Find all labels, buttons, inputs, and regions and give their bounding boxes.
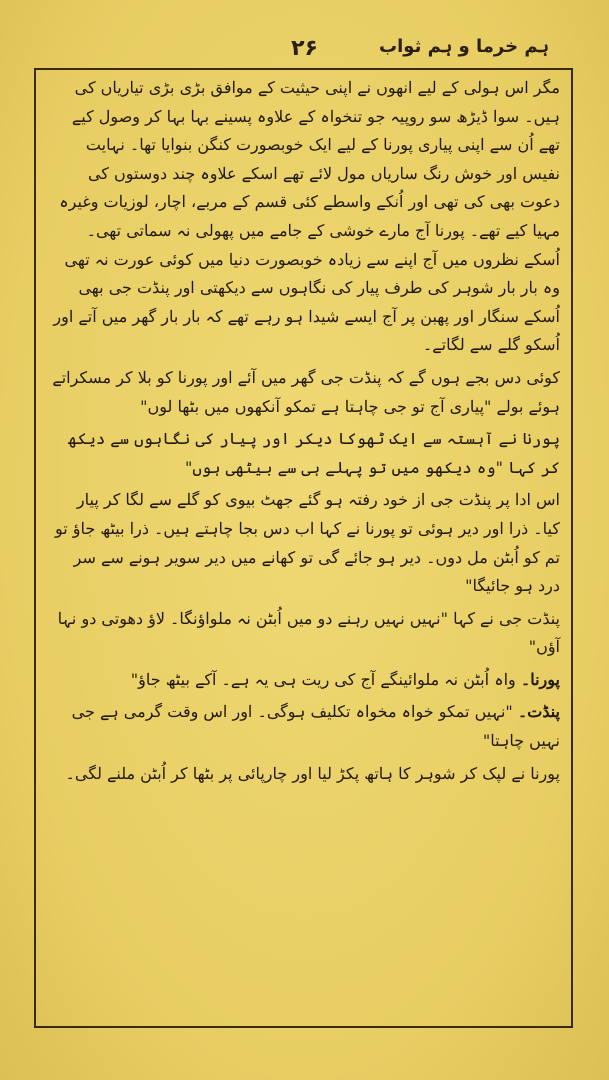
speaker-name: پورنا۔ (520, 669, 560, 689)
body-text (48, 74, 560, 792)
dialogue-line (48, 666, 560, 695)
page-number: ۲۶ (291, 36, 318, 61)
running-title: ہم خرما و ہم ثواب (379, 36, 549, 57)
dialogue-text: واہ اُبٹن نہ ملوائینگے آج کی ریت ہی یہ ہے۔ آکے بیٹھ جاؤ" (130, 669, 521, 689)
paragraph: کوئی دس بجے ہوں گے کہ پنڈت جی گھر میں آئے اور پورنا کو بلا کر مسکراتے ہوئے بولے "پیاری آج تو جی چاہتا ہے تمکو آنکھوں میں بٹھا لوں" (52, 367, 560, 416)
speaker-name: پنڈت۔ (517, 702, 560, 722)
dialogue-line (48, 698, 560, 755)
dialogue-text: "نہیں تمکو خواہ مخواہ تکلیف ہوگی۔ اور اس وقت گرمی ہے جی نہیں چاہتا" (71, 702, 560, 751)
paragraph: پورنا نے آہستہ سے ایک ٹھوکا دیکر اور پیار کی نگاہوں سے دیکھ کر کہا "وہ دیکھو میں تو پہلے ہی سے بیٹھی ہوں" (67, 429, 560, 477)
paragraph: مگر اس ہولی کے لیے انھوں نے اپنی حیثیت کے موافق بڑی بڑی تیاریاں کی ہیں۔ سوا ڈیڑھ سو روپیہ جو تنخواہ کے علاوہ پسینے بہا بہا کر وصول کیے تھے اُن سے اپنی پیاری پورنا کے لیے ایک خوبصورت کنگن بنوایا تھا۔ نہایت نفیس اور خوش رنگ ساریاں مول لائے تھے اسکے علاوہ چند دوستوں کی دعوت بھی کی تھی اور اُنکے واسطے کئی قسم کے مربے، اچار، لوزیات وغیرہ مہیا کیے تھے۔ پورنا آج مارے خوشی کے جامے میں پھولی نہ سماتی تھی۔ اُسکے نظروں میں آج اپنے سے زیادہ خوبصورت دنیا میں کوئی عورت نہ تھی وہ بار بار شوہر کی طرف پیار کی نگاہوں سے دیکھتی اور پنڈت جی بھی اُسکے سنگار اور پھبن پر آج ایسے شیدا ہو رہے تھے کہ بار بار گھر میں آتے اور اُسکو گلے سے لگاتے۔ (53, 78, 560, 355)
paragraph: اس ادا پر پنڈت جی از خود رفتہ ہو گئے جھٹ بیوی کو گلے سے لگا کر پیار کیا۔ ذرا اور دیر ہوئی تو پورنا نے کہا اب دس بجا چاہتے ہیں۔ ذرا بیٹھ جاؤ تو تم کو اُبٹن مل دوں۔ دیر ہو جائے گی تو کھانے میں دیر سویر ہونے سے سر درد ہو جائیگا" (54, 490, 560, 596)
paragraph: پنڈت جی نے کہا "نہیں نہیں رہنے دو میں اُبٹن نہ ملواؤنگا۔ لاؤ دھوتی دو نہا آؤں" (57, 608, 560, 657)
paragraph: پورنا نے لپک کر شوہر کا ہاتھ پکڑ لیا اور چارپائی پر بٹھا کر اُبٹن ملنے لگی۔ (65, 763, 560, 783)
